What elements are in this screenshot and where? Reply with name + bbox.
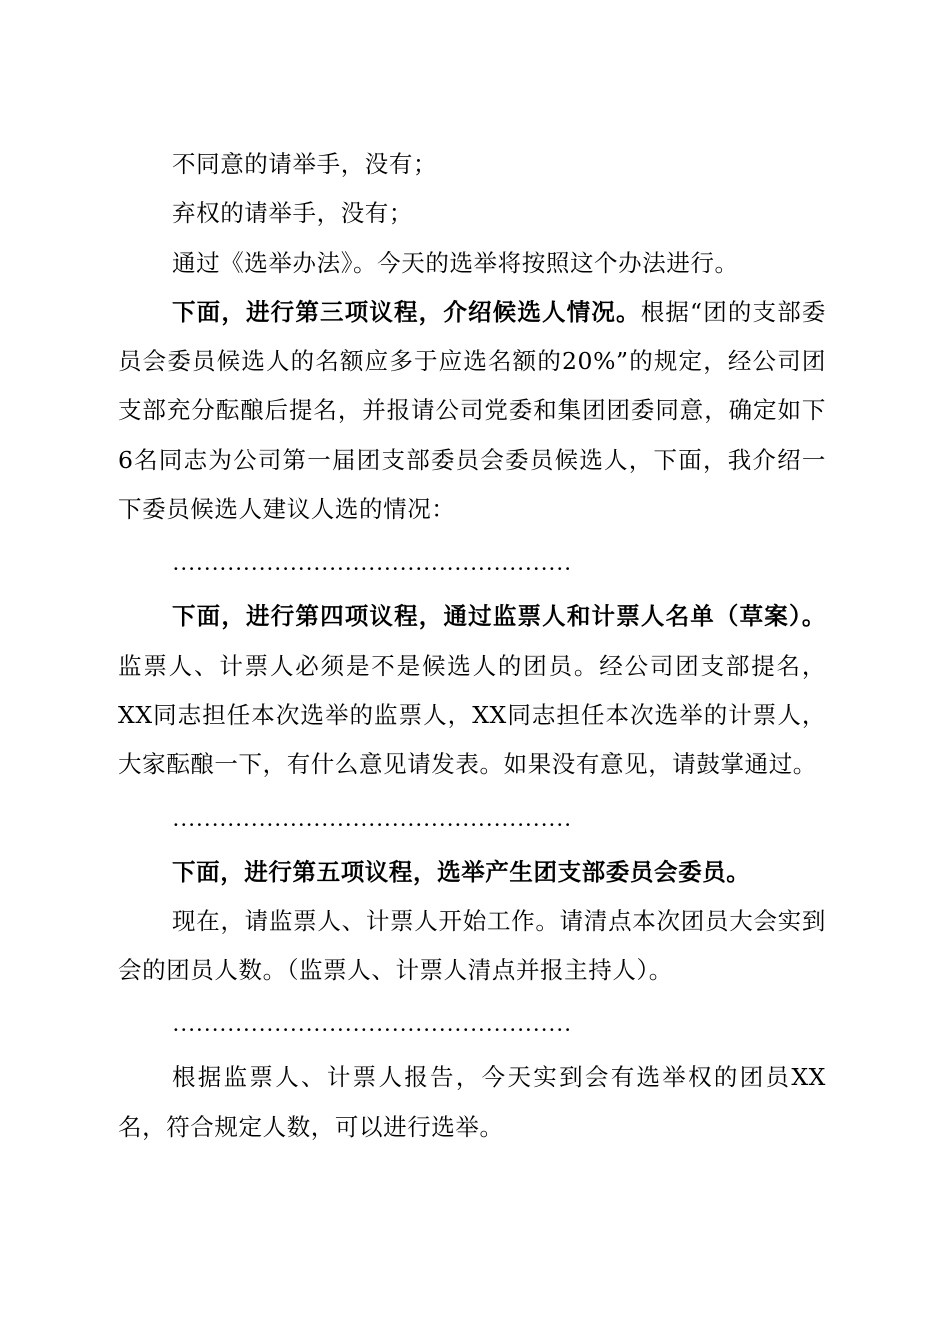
paragraph-text: 弃权的请举手，没有； bbox=[172, 199, 413, 228]
paragraph-oppose bbox=[118, 140, 826, 189]
paragraph-abstain bbox=[118, 189, 826, 238]
ellipsis-divider: …………………………………………… bbox=[172, 550, 572, 577]
paragraph-agenda-five bbox=[118, 848, 826, 897]
paragraph-text: 根据监票人、计票人报告，今天实到会有选举权的团员XX名，符合规定人数，可以进行选举。 bbox=[118, 1063, 826, 1141]
agenda-four-text: 监票人、计票人必须是不是候选人的团员。经公司团支部提名，XX同志担任本次选举的监票人，XX同志担任本次选举的计票人，大家酝酿一下，有什么意见请发表。如果没有意见，请鼓掌通过。 bbox=[118, 651, 826, 779]
paragraph-count-start bbox=[118, 897, 826, 996]
paragraph-agenda-three bbox=[118, 288, 826, 534]
agenda-three-heading: 下面，进行第三项议程，介绍候选人情况。 bbox=[172, 297, 641, 326]
paragraph-adopt bbox=[118, 239, 826, 288]
agenda-three-text: 根据“团的支部委员会委员候选人的名额应多于应选名额的20%”的规定，经公司团支部充分酝酿后提名，并报请公司党委和集团团委同意，确定如下6名同志为公司第一届团支部委员会委员候选人，下面，我介绍一下委员候选人建议人选的情况： bbox=[118, 297, 826, 524]
paragraph-text: 通过《选举办法》。今天的选举将按照这个办法进行。 bbox=[172, 248, 739, 277]
ellipsis-divider: …………………………………………… bbox=[172, 1011, 572, 1038]
paragraph-text: 不同意的请举手，没有； bbox=[172, 150, 438, 178]
document-body bbox=[118, 140, 826, 1152]
agenda-four-heading: 下面，进行第四项议程，通过监票人和计票人名单（草案）。 bbox=[172, 602, 826, 631]
ellipsis-divider: …………………………………………… bbox=[172, 805, 572, 832]
paragraph-count-result bbox=[118, 1053, 826, 1152]
paragraph-agenda-four bbox=[118, 592, 826, 789]
paragraph-text: 现在，请监票人、计票人开始工作。请清点本次团员大会实到会的团员人数。（监票人、计票人清点并报主持人）。 bbox=[118, 906, 826, 985]
agenda-five-heading: 下面，进行第五项议程，选举产生团支部委员会委员。 bbox=[172, 857, 751, 886]
